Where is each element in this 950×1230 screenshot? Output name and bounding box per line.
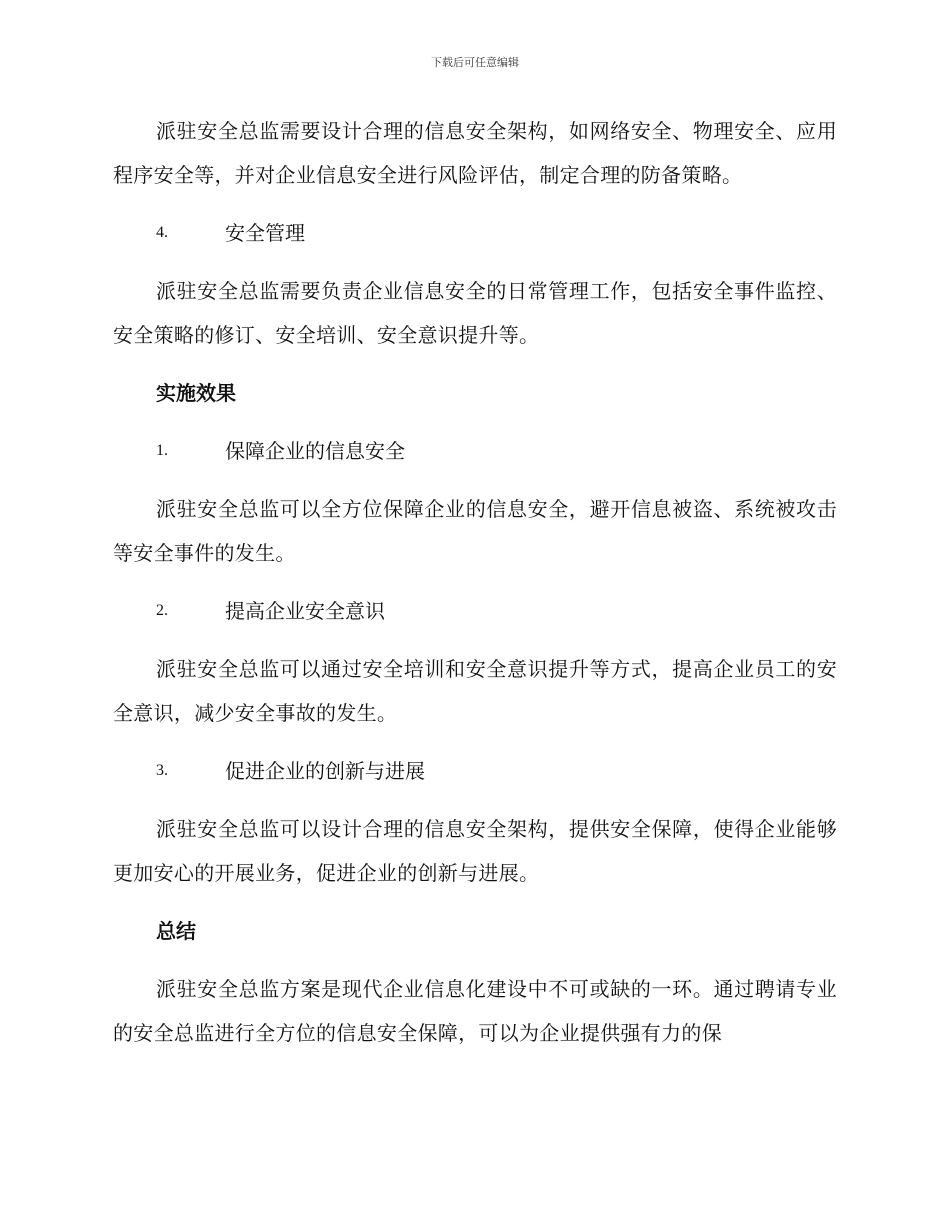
paragraph-awareness: 派驻安全总监可以通过安全培训和安全意识提升等方式，提高企业员工的安全意识，减少安全事故的发生。 — [113, 657, 837, 725]
list-item-info-security — [113, 429, 837, 473]
list-item-security-management — [113, 211, 837, 255]
list-label: 促进企业的创新与进展 — [225, 759, 425, 783]
list-number: 2. — [156, 602, 168, 619]
list-label: 安全管理 — [225, 221, 305, 245]
paragraph-info-security: 派驻安全总监可以全方位保障企业的信息安全，避开信息被盗、系统被攻击等安全事件的发生。 — [113, 497, 837, 565]
page-header: 下载后可任意编辑 — [431, 56, 519, 69]
list-number: 1. — [156, 442, 168, 459]
list-number: 4. — [156, 224, 168, 241]
list-label: 保障企业的信息安全 — [225, 439, 405, 463]
list-label: 提高企业安全意识 — [225, 599, 385, 623]
paragraph-innovation: 派驻安全总监可以设计合理的信息安全架构，提供安全保障，使得企业能够更加安心的开展业务，促进企业的创新与进展。 — [113, 817, 837, 885]
list-item-awareness — [113, 589, 837, 633]
section-heading-effects: 实施效果 — [156, 381, 236, 405]
paragraph-management: 派驻安全总监需要负责企业信息安全的日常管理工作，包括安全事件监控、安全策略的修订、安全培训、安全意识提升等。 — [113, 279, 837, 347]
paragraph-summary: 派驻安全总监方案是现代企业信息化建设中不可或缺的一环。通过聘请专业的安全总监进行全方位的信息安全保障，可以为企业提供强有力的保 — [113, 977, 837, 1045]
document-body — [113, 109, 837, 1069]
paragraph-architecture: 派驻安全总监需要设计合理的信息安全架构，如网络安全、物理安全、应用程序安全等，并对企业信息安全进行风险评估，制定合理的防备策略。 — [113, 119, 837, 187]
list-item-innovation — [113, 749, 837, 793]
section-heading-summary: 总结 — [156, 919, 196, 943]
list-number: 3. — [156, 762, 168, 779]
